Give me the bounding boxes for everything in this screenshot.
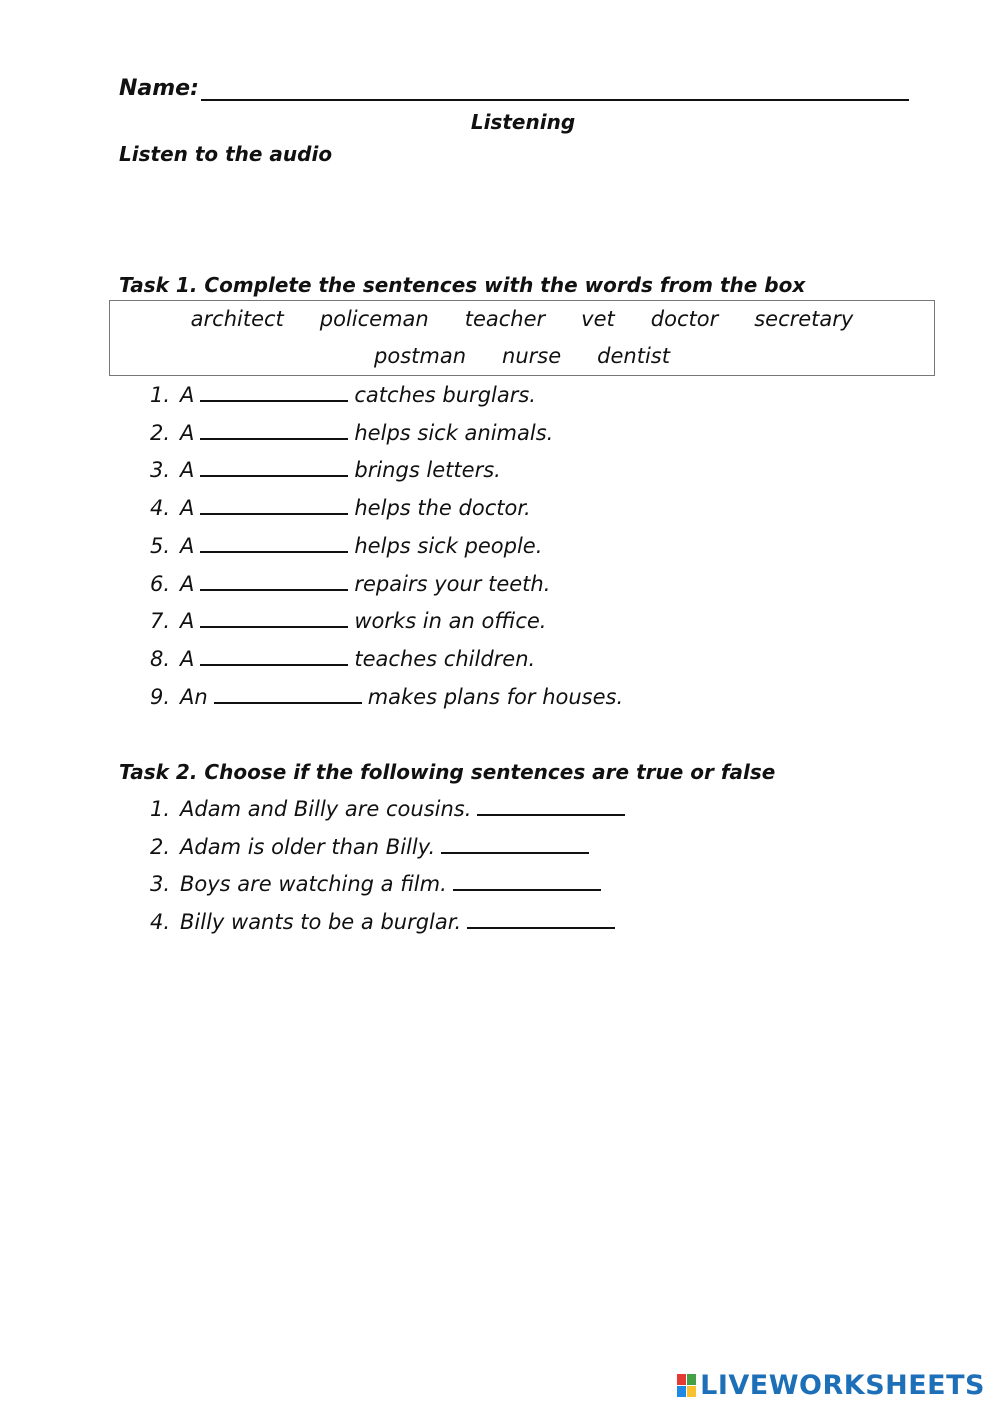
instruction: Listen to the audio [119,142,333,166]
item-number: 6. [150,571,171,596]
answer-blank[interactable] [200,588,348,591]
logo-square [677,1374,686,1385]
item-article: A [180,646,195,671]
item-text: Billy wants to be a burglar. [180,910,462,935]
task1-item [150,685,623,709]
liveworksheets-logo-icon [677,1374,696,1397]
answer-blank[interactable] [441,851,589,854]
word-architect: architect [190,307,284,331]
task2-item [150,872,607,896]
item-number: 2. [150,420,171,445]
answer-blank[interactable] [453,888,601,891]
item-number: 8. [150,646,171,671]
task2-item [150,910,621,934]
item-number: 4. [150,496,171,521]
task1-item [150,572,550,596]
logo-square [687,1386,696,1397]
word-teacher: teacher [464,307,546,331]
word-row-1 [110,307,934,331]
word-vet: vet [581,307,615,331]
word-dentist: dentist [597,344,670,368]
answer-blank[interactable] [200,474,348,477]
task1-item [150,609,546,633]
answer-blank[interactable] [477,813,625,816]
item-text: Adam is older than Billy. [180,834,436,859]
task2-item [150,835,595,859]
answer-blank[interactable] [200,550,348,553]
logo-square [677,1386,686,1397]
task2-heading: Task 2. Choose if the following sentences are true or false [119,760,776,784]
item-text: helps the doctor. [354,496,531,521]
item-number: 3. [150,458,171,483]
item-article: A [180,496,195,521]
item-number: 1. [150,797,171,821]
item-article: A [180,533,195,558]
item-article: A [180,420,195,445]
name-blank[interactable] [201,77,909,101]
item-number: 4. [150,910,171,935]
answer-blank[interactable] [200,625,348,628]
item-text: repairs your teeth. [354,571,551,596]
item-article: A [180,383,195,407]
task1-item [150,383,536,407]
item-number: 5. [150,533,171,558]
answer-blank[interactable] [200,437,348,440]
item-text: Boys are watching a film. [180,872,447,897]
item-text: brings letters. [354,458,501,483]
word-row-2 [110,344,934,368]
item-text: makes plans for houses. [367,684,624,709]
word-doctor: doctor [650,307,719,331]
task1-item [150,534,542,558]
item-text: helps sick animals. [354,420,554,445]
page-title: Listening [470,110,576,134]
task1-item [150,647,535,671]
answer-blank[interactable] [214,701,362,704]
task1-item [150,496,531,520]
item-text: helps sick people. [354,533,543,558]
word-box [109,300,935,376]
answer-blank[interactable] [200,512,348,515]
name-line [119,76,909,101]
item-article: A [180,609,195,634]
task1-item [150,421,553,445]
item-number: 1. [150,383,171,407]
word-postman: postman [374,344,467,368]
item-text: teaches children. [354,646,536,671]
item-article: A [180,571,195,596]
item-text: Adam and Billy are cousins. [180,797,472,821]
brand-logo [677,1370,985,1401]
item-number: 7. [150,609,171,634]
item-text: works in an office. [354,609,547,634]
answer-blank[interactable] [467,926,615,929]
answer-blank[interactable] [200,399,348,402]
task1-heading: Task 1. Complete the sentences with the words from the box [119,273,806,297]
logo-square [687,1374,696,1385]
item-number: 9. [150,684,171,709]
item-number: 3. [150,872,171,897]
item-number: 2. [150,834,171,859]
item-article: An [180,684,208,709]
word-policeman: policeman [319,307,429,331]
task2-item [150,797,631,821]
brand-name: LIVEWORKSHEETS [700,1370,985,1401]
answer-blank[interactable] [200,663,348,666]
task1-item [150,458,501,482]
item-article: A [180,458,195,483]
word-nurse: nurse [502,344,562,368]
item-text: catches burglars. [354,383,536,407]
name-label: Name: [119,76,199,101]
word-secretary: secretary [754,307,854,331]
